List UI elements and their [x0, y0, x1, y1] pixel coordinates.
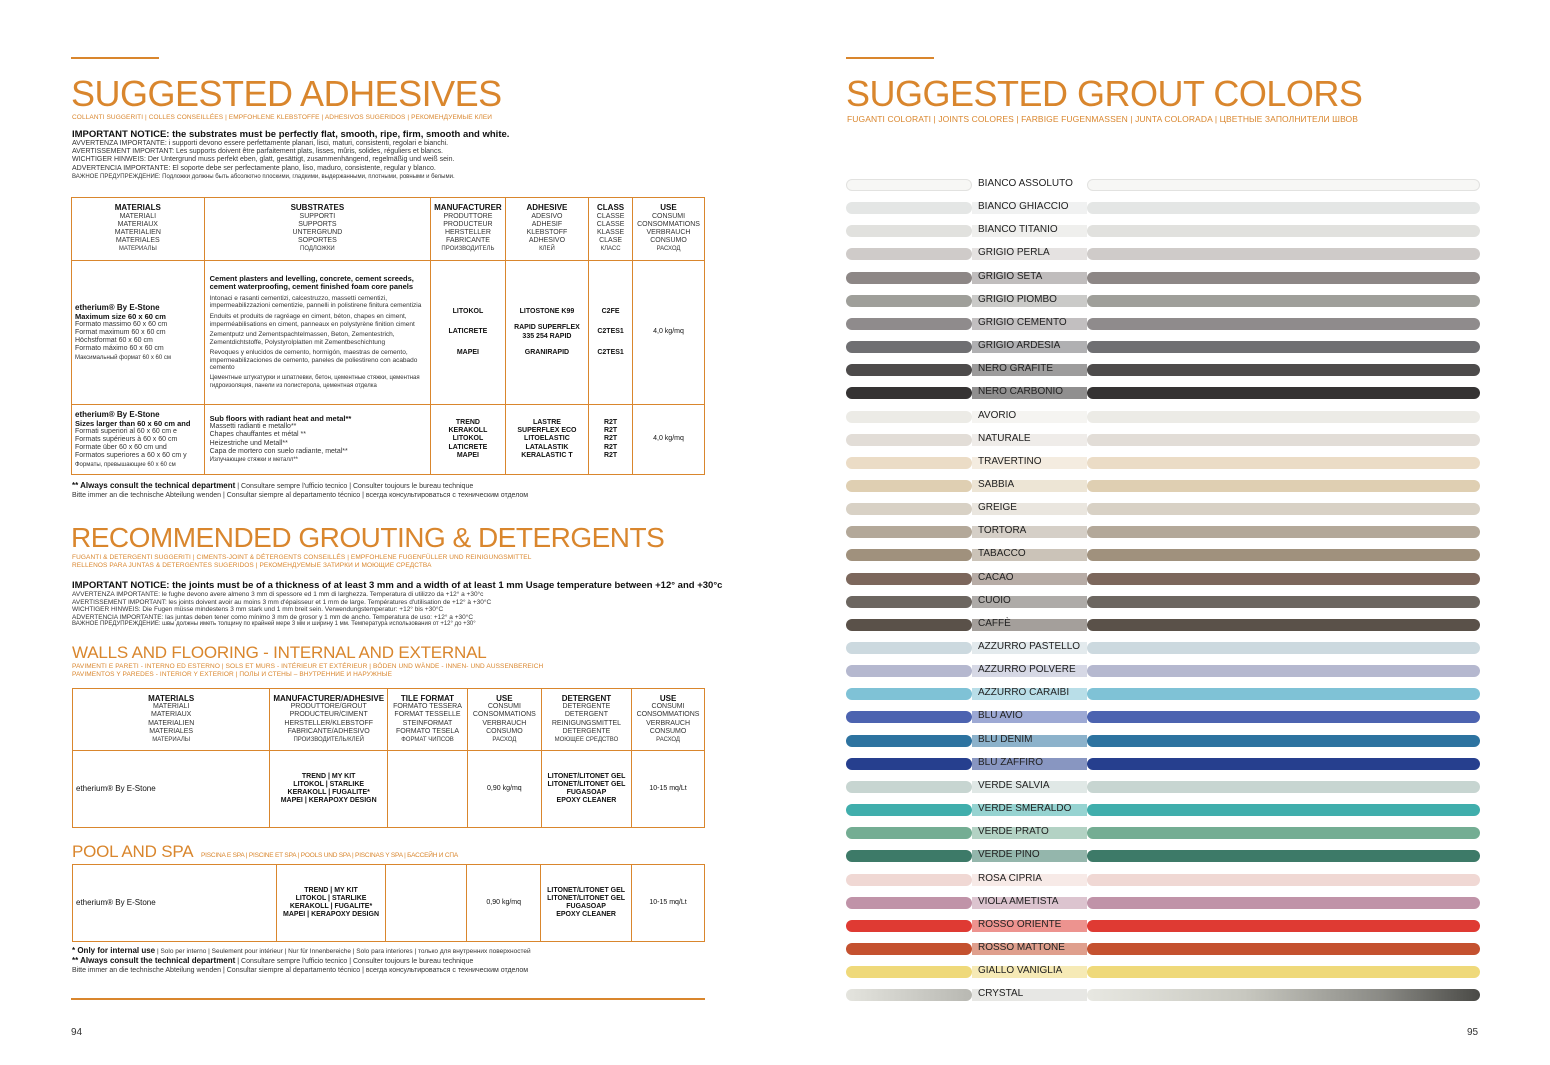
adhesives-subtitle: COLLANTI SUGGERITI | COLLES CONSEILLÉES | EMPFOHLENE KLEBSTOFFE | ADHESIVOS SUGERIDOS | РЕКОМЕНДУЕМЫЕ КЛЕИ — [72, 114, 493, 121]
grout-swatch-left — [846, 387, 972, 399]
page-number-left: 94 — [71, 1027, 83, 1038]
grout-color-name: ROSSO ORIENTE — [978, 918, 1062, 930]
grout-color-row — [846, 642, 1480, 654]
grout-row-manufacturer: TREND | MY KIT LITOKOL | STARLIKE KERAKOLL | FUGALITE* MAPEI | KERAPOXY DESIGN — [270, 751, 388, 828]
grouting-notice-strong: IMPORTANT NOTICE: the joints must be of a thickness of at least 3 mm and a width of at least 1 mm Usage temperature between +12° and +30°c — [72, 580, 723, 591]
row2-substrates: Sub floors with radiant heat and metal** Massetti radianti e metallo** Chapes chauffantes et métal ** Heizestriche und Metall** Capa de mortero con suelo radiante, metal** Излучающие стяжки и металл** — [204, 405, 431, 475]
grout-row-use: 0,90 kg/mq — [467, 751, 541, 828]
th-manufacturer: MANUFACTURER PRODUTTORE PRODUCTEUR HERSTELLER FABRICANTE ПРОИЗВОДИТЕЛЬ — [431, 198, 506, 261]
th-substrates: SUBSTRATES SUPPORTI SUPPORTS UNTERGRUND SOPORTES ПОДЛОЖКИ — [204, 198, 431, 261]
grout-color-row — [846, 411, 1480, 423]
grout-swatch-left — [846, 642, 972, 654]
notice-line: WICHTIGER HINWEIS: Der Untergrund muss perfekt eben, glatt, gesättigt, zusammenhängend, regelmäßig und weiß sein. — [72, 156, 455, 164]
grout-swatch-right — [1087, 341, 1480, 353]
grout-swatch-right — [1087, 480, 1480, 492]
grout-color-row — [846, 526, 1480, 538]
table-row — [72, 261, 705, 405]
adhesives-title: SUGGESTED ADHESIVES — [71, 73, 502, 114]
grout-swatch-left — [846, 966, 972, 978]
grout-swatch-left — [846, 179, 972, 191]
grout-swatch-left — [846, 943, 972, 955]
grout-color-row — [846, 920, 1480, 932]
grout-color-row — [846, 735, 1480, 747]
grout-color-name: CAFFÈ — [978, 617, 1011, 629]
grout-swatch-right — [1087, 989, 1480, 1001]
grout-color-row — [846, 850, 1480, 862]
grout-swatch-right — [1087, 248, 1480, 260]
grout-color-name: NATURALE — [978, 432, 1031, 444]
grout-color-name: GIALLO VANIGLIA — [978, 965, 1063, 977]
grout-color-name: CRYSTAL — [978, 988, 1024, 1000]
grout-swatch-left — [846, 573, 972, 585]
grout-swatch-left — [846, 503, 972, 515]
adhesives-notice-strong: IMPORTANT NOTICE: the substrates must be perfectly flat, smooth, ripe, firm, smooth and white. — [72, 129, 510, 140]
notice-line: ADVERTENCIA IMPORTANTE: El soporte debe ser perfectamente plano, liso, maduro, consistente, regular y blanco. — [72, 164, 436, 172]
notice-line: ВАЖНОЕ ПРЕДУПРЕЖДЕНИЕ: Подложки должны быть абсолютно плоскими, гладкими, выдержанными, плотными, ровными и белыми. — [72, 173, 455, 180]
grout-swatch-left — [846, 596, 972, 608]
row2-classes: R2T R2T R2T R2T R2T — [589, 405, 633, 475]
table-row — [73, 751, 705, 828]
row1-substrates: Cement plasters and levelling, concrete, cement screeds, cement waterproofing, cement finished foam core panels Intonaci e rasanti cementizi, calcestruzzo, massetti cementizi, impermeabilizzazioni cementizie, pannelli in polistirene finitura cementizia Enduits et produits de ragréage en ciment, béton, chapes en ciment, imperméabilisations en ciment, panneaux en polystyrène finition ciment Zementputz und Zementspachtelmassen, Beton, Zementestrich, Zementdichtstoffe, Polystyrolplatten mit Zementbeschichtung Revoques y enlucidos de cemento, hormigón, maestras de cemento, impermeabilizaciones de cemento, paneles de poliestireno con acabado cemento Цементные штукатурки и шпатлевки, бетон, цементные стяжки, цементная гидроизоляция, панели из полистерола, цементная отделка — [204, 261, 431, 405]
grout-color-name: GRIGIO ARDESIA — [978, 340, 1061, 351]
grout-color-name: BIANCO ASSOLUTO — [978, 178, 1073, 189]
grout-swatch-left — [846, 480, 972, 492]
grout-color-row — [846, 874, 1480, 886]
top-rule — [71, 57, 159, 59]
grout-color-row — [846, 318, 1480, 330]
grout-swatch-left — [846, 920, 972, 932]
grout-color-name: VERDE PRATO — [978, 826, 1049, 838]
grout-swatch-right — [1087, 642, 1480, 654]
grout-swatch-right — [1087, 897, 1480, 909]
grout-color-row — [846, 248, 1480, 260]
grout-color-row — [846, 295, 1480, 307]
grout-swatch-left — [846, 457, 972, 469]
grout-color-name: GRIGIO CEMENTO — [978, 316, 1067, 328]
grout-swatch-right — [1087, 434, 1480, 446]
grouting-title: RECOMMENDED GROUTING & DETERGENTS — [71, 522, 665, 553]
grout-color-row — [846, 897, 1480, 909]
grout-swatch-left — [846, 225, 972, 237]
grout-color-row — [846, 434, 1480, 446]
grout-swatch-left — [846, 248, 972, 260]
grout-swatch-right — [1087, 804, 1480, 816]
grout-color-name: VERDE PINO — [978, 849, 1040, 861]
grout-color-name: GRIGIO SETA — [978, 270, 1043, 282]
grout-swatch-right — [1087, 573, 1480, 585]
adhesives-table — [71, 197, 705, 475]
grout-swatch-left — [846, 411, 972, 423]
grout-swatch-right — [1087, 665, 1480, 677]
grout-color-name: AVORIO — [978, 409, 1017, 421]
grout-swatch-right — [1087, 781, 1480, 793]
row2-use: 4,0 kg/mq — [633, 405, 705, 475]
grout-colors-subtitle: FUGANTI COLORATI | JOINTS COLORES | FARBIGE FUGENMASSEN | JUNTA COLORADA | ЦВЕТНЫЕ ЗАПОЛНИТЕЛИ ШВОВ — [847, 114, 1359, 124]
grout-swatch-left — [846, 549, 972, 561]
row2-adhesives: LASTRE SUPERFLEX ECO LITOELASTIC LATALASTIK KERALASTIC T — [505, 405, 588, 475]
th-use: USE CONSUMI CONSOMMATIONS VERBRAUCH CONSUMO РАСХОД — [633, 198, 705, 261]
walls-title: WALLS AND FLOORING - INTERNAL AND EXTERNAL — [72, 643, 487, 662]
grout-color-name: TORTORA — [978, 525, 1027, 537]
grout-swatch-right — [1087, 711, 1480, 723]
grout-swatch-left — [846, 364, 972, 376]
grout-color-row — [846, 758, 1480, 770]
grout-swatch-left — [846, 711, 972, 723]
grout-swatch-left — [846, 735, 972, 747]
grout-color-name: TRAVERTINO — [978, 455, 1042, 467]
grout-swatch-left — [846, 850, 972, 862]
grout-color-name: ROSA CIPRIA — [978, 872, 1042, 884]
grout-swatch-left — [846, 318, 972, 330]
grout-swatch-right — [1087, 850, 1480, 862]
grout-swatch-right — [1087, 364, 1480, 376]
grout-swatch-right — [1087, 179, 1480, 191]
grout-color-name: VERDE SALVIA — [978, 779, 1050, 791]
grouting-subtitle: FUGANTI & DETERGENTI SUGGERITI | CIMENTS-JOINT & DÉTERGENTS CONSEILLÉS | EMPFOHLENE FUGENFÜLLER UND REINIGUNGSMITTEL RELLENOS PARA JUNTAS & DETERGENTES SUGERIDOS | РЕКОМЕНДУЕМЫЕ ЗАТИРКИ И МОЮЩИЕ СРЕДСТВА — [72, 554, 532, 569]
table-row — [72, 405, 705, 475]
grout-swatch-right — [1087, 457, 1480, 469]
grout-swatch-right — [1087, 920, 1480, 932]
grout-row-tile-format — [388, 751, 468, 828]
grout-swatch-right — [1087, 758, 1480, 770]
grout-swatch-right — [1087, 503, 1480, 515]
grout-swatch-left — [846, 665, 972, 677]
grout-color-row — [846, 827, 1480, 839]
bottom-rule — [71, 998, 705, 1000]
th-adhesive: ADHESIVE ADESIVO ADHESIF KLEBSTOFF ADHESIVO КЛЕЙ — [505, 198, 588, 261]
grout-color-row — [846, 573, 1480, 585]
grout-color-name: CUOIO — [978, 594, 1011, 606]
grout-color-name: TABACCO — [978, 548, 1026, 560]
grout-color-row — [846, 272, 1480, 284]
grout-swatch-left — [846, 874, 972, 886]
grout-swatch-left — [846, 526, 972, 538]
row2-material: etherium® By E-Stone Sizes larger than 60 x 60 cm and Formati superiori al 60 x 60 cm e Formats supérieurs à 60 x 60 cm Formate über 60 x 60 cm und Formatos superiores a 60 x 60 cm y Форматы, превышающие 60 x 60 см — [72, 405, 205, 475]
grout-color-row — [846, 387, 1480, 399]
grout-swatch-left — [846, 989, 972, 1001]
grout-color-name: AZZURRO POLVERE — [978, 664, 1076, 676]
grout-swatch-left — [846, 434, 972, 446]
table-header-row — [72, 198, 705, 261]
grout-swatch-right — [1087, 318, 1480, 330]
grout-color-name: ROSSO MATTONE — [978, 941, 1065, 953]
grout-color-name: VIOLA AMETISTA — [978, 895, 1059, 907]
grout-row-use2: 10-15 mq/Lt — [632, 751, 705, 828]
pool-row-use: 0,90 kg/mq — [467, 865, 541, 942]
grout-swatch-right — [1087, 295, 1480, 307]
th-materials: MATERIALS MATERIALI MATERIAUX MATERIALIEN MATERIALES МАТЕРИАЛЫ — [72, 198, 205, 261]
grout-color-row — [846, 989, 1480, 1001]
grouting-footnote: * Only for internal use | Solo per interno | Seulement pour intérieur | Nur für Innenbereiche | Solo para interiores | только для внутренних поверхностей ** Always consult the technical department | Consultare sempre l'ufficio tecnico | Consulter toujours le bureau technique Bitte immer an die technische Abteilung wenden | Consultar siempre al departamento técnico | всегда консультироваться с техническим отделом — [72, 946, 531, 974]
grout-swatch-left — [846, 897, 972, 909]
grout-row-detergent: LITONET/LITONET GEL LITONET/LITONET GEL FUGASOAP EPOXY CLEANER — [541, 751, 631, 828]
grout-color-row — [846, 202, 1480, 214]
grout-swatch-right — [1087, 735, 1480, 747]
grout-swatch-right — [1087, 411, 1480, 423]
grout-swatch-left — [846, 827, 972, 839]
grout-color-row — [846, 804, 1480, 816]
grout-color-name: NERO CARBONIO — [978, 386, 1064, 398]
grout-swatch-right — [1087, 272, 1480, 284]
grout-color-name: GRIGIO PERLA — [978, 247, 1050, 259]
grout-color-row — [846, 688, 1480, 700]
top-rule-right — [846, 57, 934, 59]
grout-swatch-left — [846, 758, 972, 770]
grout-swatch-left — [846, 688, 972, 700]
grout-color-row — [846, 341, 1480, 353]
row1-material: etherium® By E-Stone Maximum size 60 x 60 cm Formato massimo 60 x 60 cm Format maximum 60 x 60 cm Höchstformat 60 x 60 cm Formato máximo 60 x 60 cm Максимальный формат 60 x 60 см — [72, 261, 205, 405]
grout-color-name: BLU AVIO — [978, 710, 1023, 722]
pool-row-detergent: LITONET/LITONET GEL LITONET/LITONET GEL FUGASOAP EPOXY CLEANER — [541, 865, 632, 942]
pool-title: POOL AND SPA PISCINA E SPA | PISCINE ET SPA | POOLS UND SPA | PISCINAS Y SPA | БАССЕЙН И СПА — [72, 842, 458, 861]
grout-swatch-right — [1087, 225, 1480, 237]
grout-swatch-right — [1087, 827, 1480, 839]
grout-color-name: AZZURRO CARAIBI — [978, 687, 1070, 699]
notice-line: AVVERTENZA IMPORTANTE: i supporti devono essere perfettamente planari, lisci, maturi, consistenti, regolari e bianchi. — [72, 140, 449, 147]
grout-color-row — [846, 711, 1480, 723]
row1-adhesives: LITOSTONE K99 RAPID SUPERFLEX 335 254 RAPID GRANIRAPID — [505, 261, 588, 405]
grouting-notice: IMPORTANT NOTICE: the joints must be of a thickness of at least 3 mm and a width of at least 1 mm Usage temperature between +12° and +30°c AVVERTENZA IMPORTANTE: le fughe devono avere almeno 3 mm di spessore ed 1 mm di larghezza. Temperatura di utilizzo da +12° a +30°c AVERTISSEMENT IMPORTANT: les joints doivent avoir au moins 3 mm d'épaisseur et 1 mm de large. Températures d'utilisation de +12° à +30°C WICHTIGER HINWEIS: Die Fugen müsse mindestens 3 mm stark und 1 mm breit sein. Verwendungstemperatur: +12° bis +30°C ADVERTENCIA IMPORTANTE: las juntas deben tener como mínimo 3 mm de grosor y 1 mm de ancho. Temperatura de uso: +12° a +30°C ВАЖНОЕ ПРЕДУПРЕЖДЕНИЕ: швы должны иметь толщину по крайней мере 3 мм и ширину 1 мм. Температура использования от +12° до +30° — [72, 580, 762, 629]
grout-color-name: GRIGIO PIOMBO — [978, 293, 1057, 305]
grout-swatch-left — [846, 202, 972, 214]
grout-color-row — [846, 665, 1480, 677]
grout-color-row — [846, 480, 1480, 492]
grout-swatch-right — [1087, 688, 1480, 700]
row1-use: 4,0 kg/mq — [633, 261, 705, 405]
grout-color-row — [846, 179, 1480, 191]
grout-swatch-right — [1087, 943, 1480, 955]
row2-manufacturers: TREND KERAKOLL LITOKOL LATICRETE MAPEI — [431, 405, 506, 475]
grout-color-row — [846, 364, 1480, 376]
pool-row-manufacturer: TREND | MY KIT LITOKOL | STARLIKE KERAKOLL | FUGALITE* MAPEI | KERAPOXY DESIGN — [276, 865, 386, 942]
grout-colors-title: SUGGESTED GROUT COLORS — [846, 73, 1363, 114]
grout-color-name: BIANCO GHIACCIO — [978, 201, 1069, 213]
adhesives-footnote: ** Always consult the technical department | Consultare sempre l'ufficio tecnico | Consulter toujours le bureau technique Bitte immer an die technische Abteilung wenden | Consultar siempre al departamento técnico | всегда консультироваться с техническим отделом — [72, 481, 529, 499]
pool-row-use2: 10-15 mq/Lt — [632, 865, 705, 942]
grout-swatch-left — [846, 341, 972, 353]
notice-line: AVERTISSEMENT IMPORTANT: Les supports doivent être parfaitement plats, lisses, mûris, solides, réguliers et blancs. — [72, 148, 443, 156]
grouting-table — [72, 688, 705, 828]
grout-swatch-left — [846, 781, 972, 793]
pool-row-material: etherium® By E-Stone — [73, 865, 277, 942]
pool-row-tile-format — [386, 865, 467, 942]
grout-color-row — [846, 225, 1480, 237]
grout-swatch-left — [846, 295, 972, 307]
grout-swatch-left — [846, 804, 972, 816]
grout-color-row — [846, 619, 1480, 631]
grout-color-name: BLU ZAFFIRO — [978, 756, 1044, 768]
grout-swatch-right — [1087, 619, 1480, 631]
grout-color-row — [846, 596, 1480, 608]
grout-color-row — [846, 943, 1480, 955]
grout-color-row — [846, 457, 1480, 469]
grout-color-name: CACAO — [978, 571, 1014, 583]
grout-color-row — [846, 503, 1480, 515]
grout-color-name: BIANCO TITANIO — [978, 224, 1058, 236]
grout-swatch-right — [1087, 549, 1480, 561]
grout-swatch-right — [1087, 874, 1480, 886]
grout-row-material: etherium® By E-Stone — [73, 751, 270, 828]
page-number-right: 95 — [1467, 1027, 1479, 1038]
grout-color-row — [846, 966, 1480, 978]
grout-color-row — [846, 781, 1480, 793]
grout-swatch-right — [1087, 526, 1480, 538]
walls-subtitle: PAVIMENTI E PARETI - INTERNO ED ESTERNO | SOLS ET MURS - INTÉRIEUR ET EXTÉRIEUR | BÖDEN UND WÄNDE - INNEN- UND AUSSENBEREICH PAVIMENTOS Y PAREDES - INTERIOR Y EXTERIOR | ПОЛЫ И СТЕНЫ – ВНУТРЕННИЕ И НАРУЖНЫЕ — [72, 663, 544, 678]
table-row — [73, 865, 705, 942]
grout-swatch-right — [1087, 202, 1480, 214]
grout-swatch-right — [1087, 966, 1480, 978]
th-class: CLASS CLASSE CLASSE KLASSE CLASE КЛАСС — [589, 198, 633, 261]
grout-swatch-left — [846, 272, 972, 284]
grout-color-name: NERO GRAFITE — [978, 363, 1054, 375]
adhesives-notice — [72, 129, 712, 181]
grout-swatch-right — [1087, 596, 1480, 608]
grout-color-name: BLU DENIM — [978, 733, 1033, 745]
grout-swatch-right — [1087, 387, 1480, 399]
grout-color-row — [846, 549, 1480, 561]
pool-table — [72, 864, 705, 942]
table-header-row: MATERIALS MATERIALI MATERIAUX MATERIALIEN MATERIALES МАТЕРИАЛЫ MANUFACTURER/ADHESIVE PRODUTTORE/GROUT PRODUCTEUR/CIMENT HERSTELLER/KLEBSTOFF FABRICANTE/ADHESIVO ПРОИЗВОДИТЕЛЬ/КЛЕЙ TILE FORMAT FORMATO TESSERA FORMAT TESSELLE STEINFORMAT FORMATO TESELA ФОРМАТ ЧИПСОВ USE CONSUMI CONSOMMATIONS VERBRAUCH CONSUMO РАСХОД DETERGENT DETERGENTE DETERGENT REINIGUNGSMITTEL DETERGENTE МОЮЩЕЕ СРЕДСТВО USE CONSUMI CONSOMMATIONS VERBRAUCH CONSUMO РАСХОД — [73, 689, 705, 751]
grout-color-name: VERDE SMERALDO — [978, 803, 1072, 814]
grout-color-name: SABBIA — [978, 478, 1015, 490]
grout-swatch-left — [846, 619, 972, 631]
grout-color-name: AZZURRO PASTELLO — [978, 641, 1081, 652]
grout-color-name: GREIGE — [978, 502, 1017, 514]
row1-manufacturers: LITOKOL LATICRETE MAPEI — [431, 261, 506, 405]
row1-classes: C2FE C2TES1 C2TES1 — [589, 261, 633, 405]
